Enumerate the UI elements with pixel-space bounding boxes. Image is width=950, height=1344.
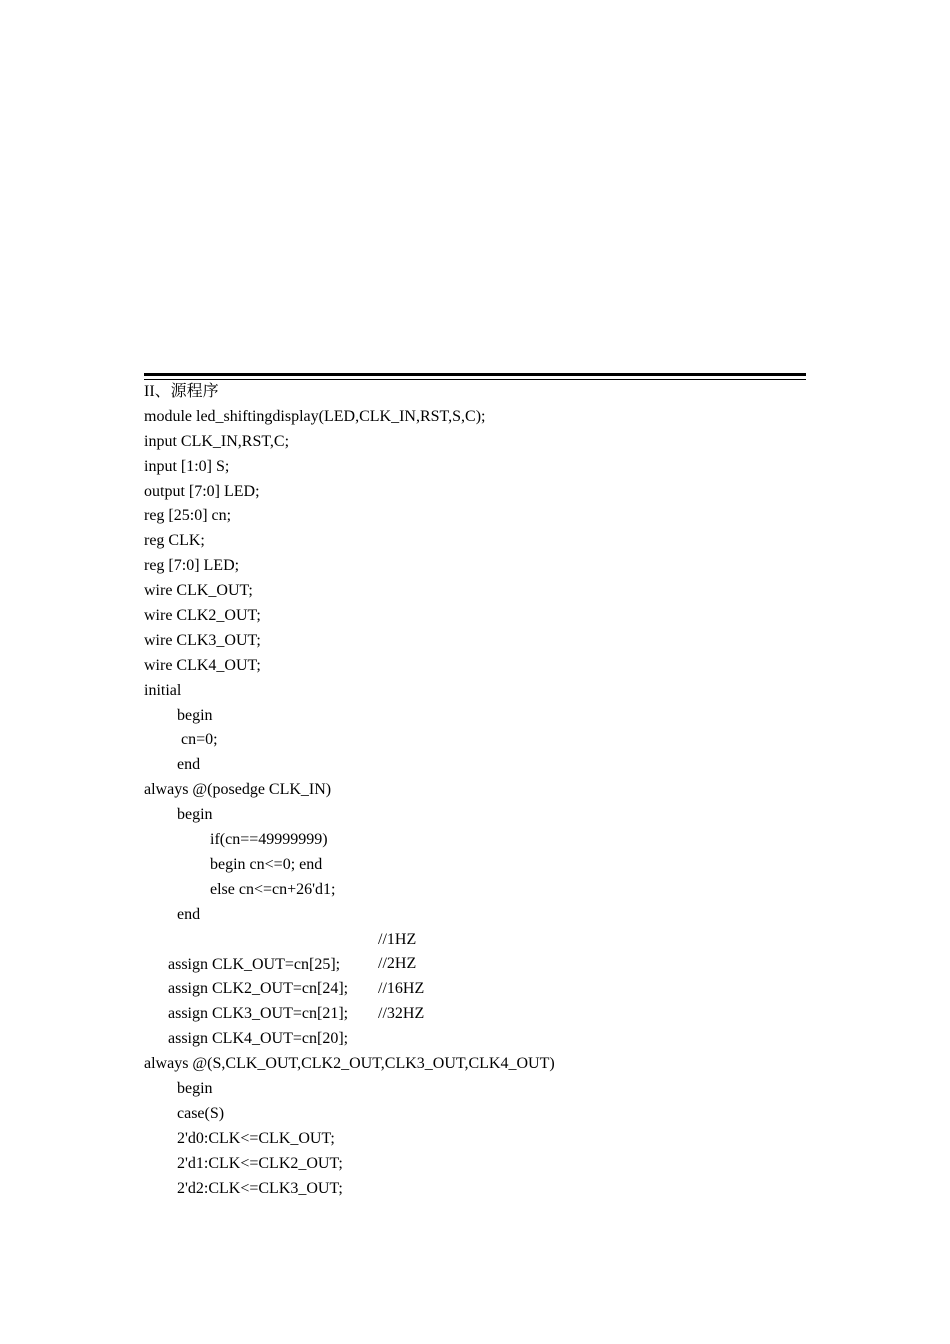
section-heading: II、源程序 (144, 383, 219, 400)
code-text: assign CLK2_OUT=cn[24]; (168, 980, 349, 998)
code-line: module led_shiftingdisplay(LED,CLK_IN,RST,S,C); (144, 407, 486, 425)
code-comment: //32HZ (378, 1005, 425, 1023)
code-line: begin (177, 706, 213, 724)
code-line-with-comment (144, 1002, 806, 1048)
code-line: if(cn==49999999) (210, 831, 328, 849)
code-line: wire CLK2_OUT; (144, 607, 261, 625)
source-code-section (144, 380, 806, 1201)
code-comment: //16HZ (378, 980, 425, 998)
code-line: always @(S,CLK_OUT,CLK2_OUT,CLK3_OUT,CLK4_OUT) (144, 1055, 555, 1073)
code-line: reg CLK; (144, 532, 205, 550)
code-line: wire CLK3_OUT; (144, 631, 261, 649)
code-line: always @(posedge CLK_IN) (144, 781, 332, 799)
header-rule-thick (144, 373, 806, 376)
code-line: output [7:0] LED; (144, 482, 260, 500)
code-comment: //2HZ (378, 955, 417, 973)
code-line: cn=0; (181, 731, 218, 749)
code-line: wire CLK4_OUT; (144, 656, 261, 674)
code-line: else cn<=cn+26'd1; (210, 880, 336, 898)
code-line: input [1:0] S; (144, 457, 230, 475)
code-line: input CLK_IN,RST,C; (144, 432, 290, 450)
code-line: begin cn<=0; end (210, 855, 323, 873)
code-line: wire CLK_OUT; (144, 582, 253, 600)
code-line: case(S) (177, 1104, 225, 1122)
code-line: reg [25:0] cn; (144, 507, 232, 525)
code-line: initial (144, 681, 182, 699)
code-line: reg [7:0] LED; (144, 557, 240, 575)
code-text: assign CLK_OUT=cn[25]; (168, 955, 341, 973)
code-line: begin (177, 806, 213, 824)
code-comment: //1HZ (378, 930, 417, 948)
code-text: assign CLK4_OUT=cn[20]; (168, 1030, 349, 1048)
blank-line (144, 1027, 806, 1052)
code-line: end (177, 756, 201, 774)
code-text: assign CLK3_OUT=cn[21]; (168, 1005, 349, 1023)
code-line: 2'd0:CLK<=CLK_OUT; (177, 1129, 335, 1147)
code-line: 2'd1:CLK<=CLK2_OUT; (177, 1154, 343, 1172)
code-line: begin (177, 1079, 213, 1097)
code-line: 2'd2:CLK<=CLK3_OUT; (177, 1179, 343, 1197)
code-line: end (177, 905, 201, 923)
